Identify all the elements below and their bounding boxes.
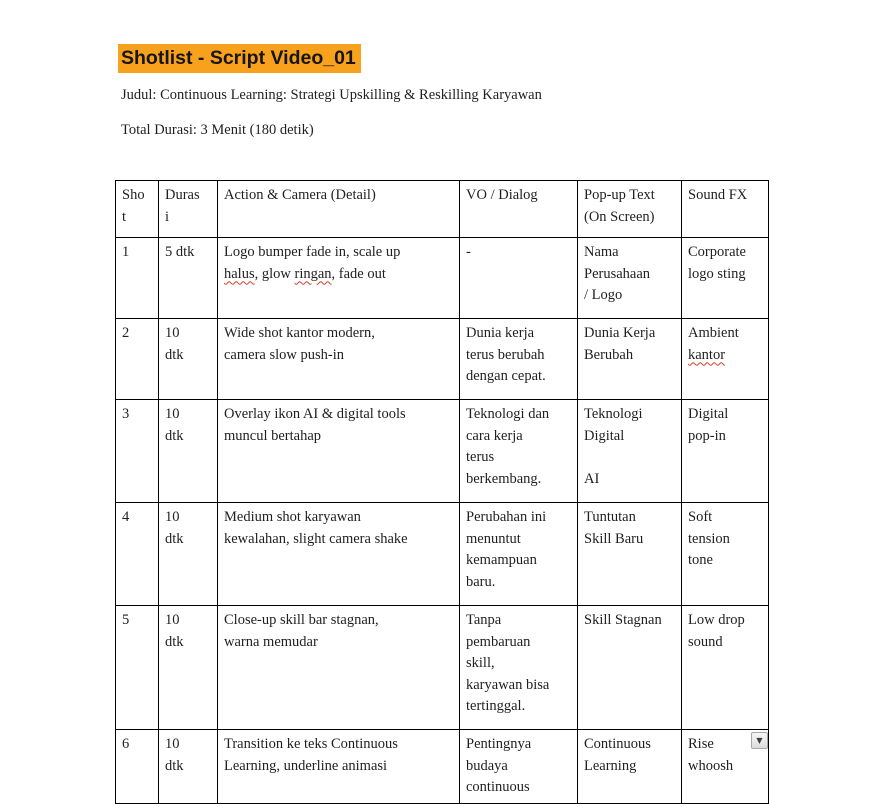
cell-text-line <box>688 345 762 367</box>
column-header-shot <box>116 181 159 238</box>
cell-text-line: dtk <box>165 346 184 363</box>
cell-text-line: terus <box>466 449 495 465</box>
cell-text-line: Berubah <box>584 346 634 363</box>
cell-action <box>218 503 460 606</box>
cell-durasi <box>159 400 218 503</box>
cell-text-line: 3 <box>122 406 130 422</box>
cell-sound <box>682 400 769 503</box>
cell-text-line: pembaruan <box>466 633 531 650</box>
cell-text-line: Skill Baru <box>584 530 644 547</box>
column-header-soundfx-label: Sound FX <box>688 187 748 203</box>
cell-text-line: 10 <box>165 406 180 422</box>
cell-durasi <box>159 238 218 319</box>
cell-shot <box>116 400 159 503</box>
cell-action <box>218 400 460 503</box>
cell-text-line: halus, glow ringan, fade out <box>224 265 386 282</box>
cell-text-line: Perubahan ini <box>466 509 547 525</box>
column-header-action-label: Action & Camera (Detail) <box>224 187 376 203</box>
cell-text-line: continuous <box>466 779 530 795</box>
cell-text-line: Dunia Kerja <box>584 325 656 341</box>
cell-action <box>218 238 460 319</box>
total-durasi-line: Total Durasi: 3 Menit (180 detik) <box>121 122 314 138</box>
cell-text-line: Tanpa <box>466 612 502 628</box>
cell-text-line: Medium shot karyawan <box>224 509 361 525</box>
shotlist-table-body <box>116 238 769 804</box>
table-row <box>116 606 769 730</box>
cell-durasi <box>159 730 218 804</box>
cell-text-line: whoosh <box>688 757 734 774</box>
cell-shot <box>116 606 159 730</box>
cell-popup <box>578 400 682 503</box>
cell-text-line: tertinggal. <box>466 698 526 714</box>
cell-text-line: baru. <box>466 573 496 590</box>
cell-text-line: berkembang. <box>466 470 542 487</box>
cell-text-line: warna memudar <box>224 633 318 650</box>
cell-text-line: 5 <box>122 612 130 628</box>
cell-text-line: Teknologi <box>584 406 643 422</box>
cell-text-line: camera slow push-in <box>224 346 344 363</box>
cell-text-line: Corporate <box>688 244 746 260</box>
cell-text-line: Teknologi dan <box>466 406 550 422</box>
cell-action <box>218 730 460 804</box>
cell-text-line: 6 <box>122 736 130 752</box>
table-row <box>116 730 769 804</box>
cell-text-line: / Logo <box>584 287 623 303</box>
cell-text-line: dtk <box>165 757 184 774</box>
cell-action <box>218 606 460 730</box>
column-header-durasi <box>159 181 218 238</box>
column-header-shot-label: Shot <box>122 187 145 225</box>
column-header-popup <box>578 181 682 238</box>
cell-text-line: Soft <box>688 509 713 525</box>
column-header-popup-label: Pop-up Text (On Screen) <box>584 187 655 225</box>
cell-text-line: karyawan bisa <box>466 676 550 693</box>
table-row <box>116 238 769 319</box>
shotlist-table <box>115 180 769 804</box>
cell-text-line: Nama <box>584 244 619 260</box>
cell-text-line: 4 <box>122 509 130 525</box>
cell-sound <box>682 606 769 730</box>
column-header-soundfx <box>682 181 769 238</box>
misspelled-word: ringan <box>294 265 332 282</box>
cell-text-line: 5 dtk <box>165 244 195 260</box>
column-header-vo-label: VO / Dialog <box>466 187 538 203</box>
cell-text-line: Digital <box>584 427 625 444</box>
cell-text-line: 10 <box>165 612 180 628</box>
page-title <box>118 47 361 70</box>
cell-text-line: Tuntutan <box>584 509 636 525</box>
cell-text-line: Pentingnya <box>466 736 532 752</box>
cell-text-line: menuntut <box>466 530 521 547</box>
cell-text-line: dengan cepat. <box>466 368 546 384</box>
cell-text-line: kewalahan, slight camera shake <box>224 530 408 547</box>
cell-text-line: dtk <box>165 530 184 547</box>
cell-popup <box>578 730 682 804</box>
cell-text-line: tension <box>688 530 730 547</box>
cell-text-line: 10 <box>165 325 180 341</box>
column-header-vo <box>460 181 578 238</box>
table-row <box>116 503 769 606</box>
cell-action <box>218 319 460 400</box>
cell-text-line: Low drop <box>688 612 745 628</box>
cell-durasi <box>159 606 218 730</box>
cell-text-line: dtk <box>165 427 184 444</box>
cell-text-line: Close-up skill bar stagnan, <box>224 612 379 628</box>
cell-text-line: pop-in <box>688 427 726 444</box>
cell-shot <box>116 319 159 400</box>
cell-text-line: 1 <box>122 244 130 260</box>
cell-text-line: terus berubah <box>466 346 545 363</box>
cell-text-line: Logo bumper fade in, scale up <box>224 244 401 260</box>
cell-text-line: logo sting <box>688 265 746 282</box>
dropdown-arrow-button[interactable] <box>751 732 768 749</box>
cell-text-line: Wide shot kantor modern, <box>224 325 375 341</box>
cell-vo <box>460 503 578 606</box>
cell-text-line: kemampuan <box>466 552 537 568</box>
cell-vo <box>460 606 578 730</box>
cell-text-line: cara kerja <box>466 427 523 444</box>
cell-text-line: Rise <box>688 736 714 752</box>
cell-text-line <box>584 447 675 469</box>
cell-text-line: 10 <box>165 736 180 752</box>
cell-sound <box>682 503 769 606</box>
cell-durasi <box>159 319 218 400</box>
cell-vo <box>460 319 578 400</box>
cell-vo <box>460 238 578 319</box>
cell-sound <box>682 238 769 319</box>
cell-text-line: Learning <box>584 757 637 774</box>
cell-text-line: Digital <box>688 406 729 422</box>
cell-popup <box>578 606 682 730</box>
cell-text-line: dtk <box>165 633 184 650</box>
cell-text-line: Transition ke teks Continuous <box>224 736 398 752</box>
cell-text-line: Continuous <box>584 736 651 752</box>
cell-text-line: - <box>466 244 471 260</box>
cell-text-line: 10 <box>165 509 180 525</box>
cell-text-line: skill, <box>466 655 495 671</box>
misspelled-word: halus <box>224 265 255 282</box>
cell-vo <box>460 400 578 503</box>
cell-vo <box>460 730 578 804</box>
cell-text-line: Skill Stagnan <box>584 612 662 628</box>
cell-text-line: 2 <box>122 325 130 341</box>
cell-text-line: Ambient <box>688 325 739 341</box>
cell-text-line: sound <box>688 633 723 650</box>
column-header-durasi-label: Durasi <box>165 187 200 225</box>
judul-line: Judul: Continuous Learning: Strategi Upskilling & Reskilling Karyawan <box>121 87 542 103</box>
cell-text-line: Perusahaan <box>584 265 651 282</box>
table-row <box>116 319 769 400</box>
misspelled-word: kantor <box>688 346 726 363</box>
header-row <box>116 181 769 238</box>
cell-text-line: muncul bertahap <box>224 427 322 444</box>
cell-durasi <box>159 503 218 606</box>
page-title-highlight: Shotlist - Script Video_01 <box>118 44 361 73</box>
cell-text-line: AI <box>584 470 600 487</box>
cell-text-line: Overlay ikon AI & digital tools <box>224 406 406 422</box>
cell-text-line: budaya <box>466 757 508 774</box>
cell-text-line: tone <box>688 552 713 568</box>
cell-shot <box>116 503 159 606</box>
cell-text-line: Learning, underline animasi <box>224 757 388 774</box>
chevron-down-icon: ▼ <box>756 735 763 745</box>
cell-popup <box>578 503 682 606</box>
cell-popup <box>578 238 682 319</box>
table-row <box>116 400 769 503</box>
cell-popup <box>578 319 682 400</box>
cell-shot <box>116 238 159 319</box>
cell-text-line: Dunia kerja <box>466 325 535 341</box>
shotlist-table-header <box>116 181 769 238</box>
column-header-action <box>218 181 460 238</box>
cell-shot <box>116 730 159 804</box>
cell-sound <box>682 319 769 400</box>
